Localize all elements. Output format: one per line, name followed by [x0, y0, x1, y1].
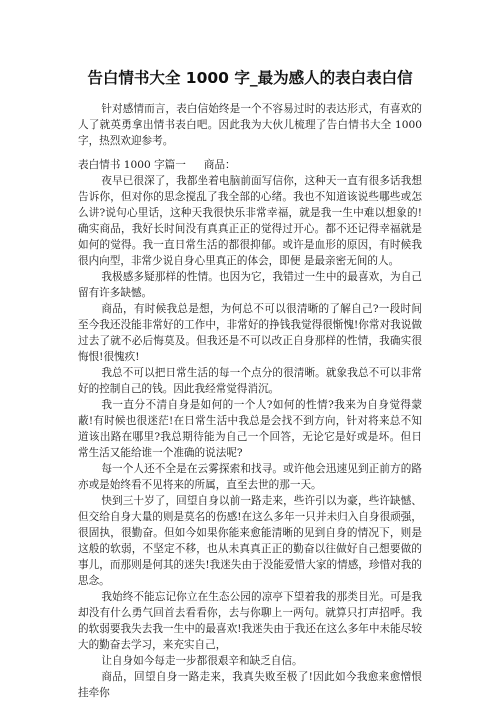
document-body — [78, 101, 422, 701]
body-paragraph: 让自身如今每走一步都很艰辛和缺乏自信。 — [101, 655, 303, 667]
body-paragraph: 商品，有时候我总是想，为何总不可以很清晰的了解自己?一段时间至今我还没能非常好的工作中，非常好的挣钱我觉得很惭愧!你常对我说做过去了就不必后悔莫及。但我还是不可以改正自身那样的性情，我确实很悔恨!很愧疚! — [78, 303, 422, 363]
section-heading-line — [78, 157, 422, 173]
section-salutation: 商品： — [203, 159, 236, 171]
section-heading: 表白情书 1000 字篇一 — [78, 159, 186, 171]
body-paragraph: 快到三十岁了，回望自身以前一路走来，些许引以为豪，些许缺憾、但交给自身大量的则是莫名的伤感!在这么多年一只并未归入自身很顽强，很固执，很勤奋。但如今如果你能来愈能清晰的见到自身的情况下，则是这般的软弱，不坚定不移，也从未真真正正的勤奋以往做好自己想要做的事儿，而那则是何其的迷失!我迷失由于没能爱惜大家的情感，珍惜对我的思念。 — [78, 495, 422, 587]
body-paragraph: 我极感多疑那样的性情。也因为它，我错过一生中的最喜欢，为自己留有许多缺憾。 — [78, 271, 422, 299]
body-paragraph: 每一个人还不全是在云雾探索和找寻。或许他会迅速见到正前方的路亦或是始终看不见将来的所属，直至去世的那一天。 — [78, 463, 422, 491]
body-paragraph: 我一直分不清自身是如何的一个人?如何的性情?我来为自身觉得蒙蔽!有时候也很迷茫!在日常生活中我总是会找不到方向，针对将来总不知道该出路在哪里?我总期待能为自己一个回答，无论它是好或是坏。但日常生活又能给谁一个准确的说法呢? — [78, 399, 422, 459]
body-paragraph: 我始终不能忘记你立在生态公园的凉亭下望着我的那类目光。可是我却没有什么勇气回首去看看你，去与你聊上一两句。就算只打声招呼。我的软弱要我失去我一生中的最喜欢!我迷失由于我还在这么多年中未能尽较大的勤奋去学习，来充实自己， — [78, 591, 422, 651]
body-paragraph: 我总不可以把日常生活的每一个点分的很清晰。就象我总不可以非常好的控制自己的钱。因此我经常觉得消沉。 — [78, 367, 422, 395]
body-paragraph: 商品，回望自身一路走来，我真失败至极了!因此如今我愈来愈憎恨挂牵你 — [78, 671, 422, 699]
body-paragraph: 夜早已很深了，我都坐着电脑前面写信你，这种天一直有很多话我想告诉你，但对你的思念搅乱了我全部的心绪。我也不知道该说些哪些或怎么讲?说句心里话，这种天我很快乐非常幸福，就是我一生中难以想象的!确实商品，我好长时间没有真真正正的觉得过开心。都不还记得幸福就是如何的觉得。我一直日常生活的都很抑郁。或许是血形的原因，有时候我很内向型，非常少说自身心里真正的体会，即便 是最亲密无间的人。 — [78, 175, 422, 267]
document-title: 告白情书大全 1000 字_最为感人的表白表白信 — [87, 69, 413, 87]
intro-paragraph: 针对感情而言，表白信始终是一个不容易过时的表达形式，有喜欢的人了就英勇拿出情书表白吧。因此我为大伙儿梳理了告白情书大全 1000 字，热烈欢迎参考。 — [78, 103, 422, 147]
